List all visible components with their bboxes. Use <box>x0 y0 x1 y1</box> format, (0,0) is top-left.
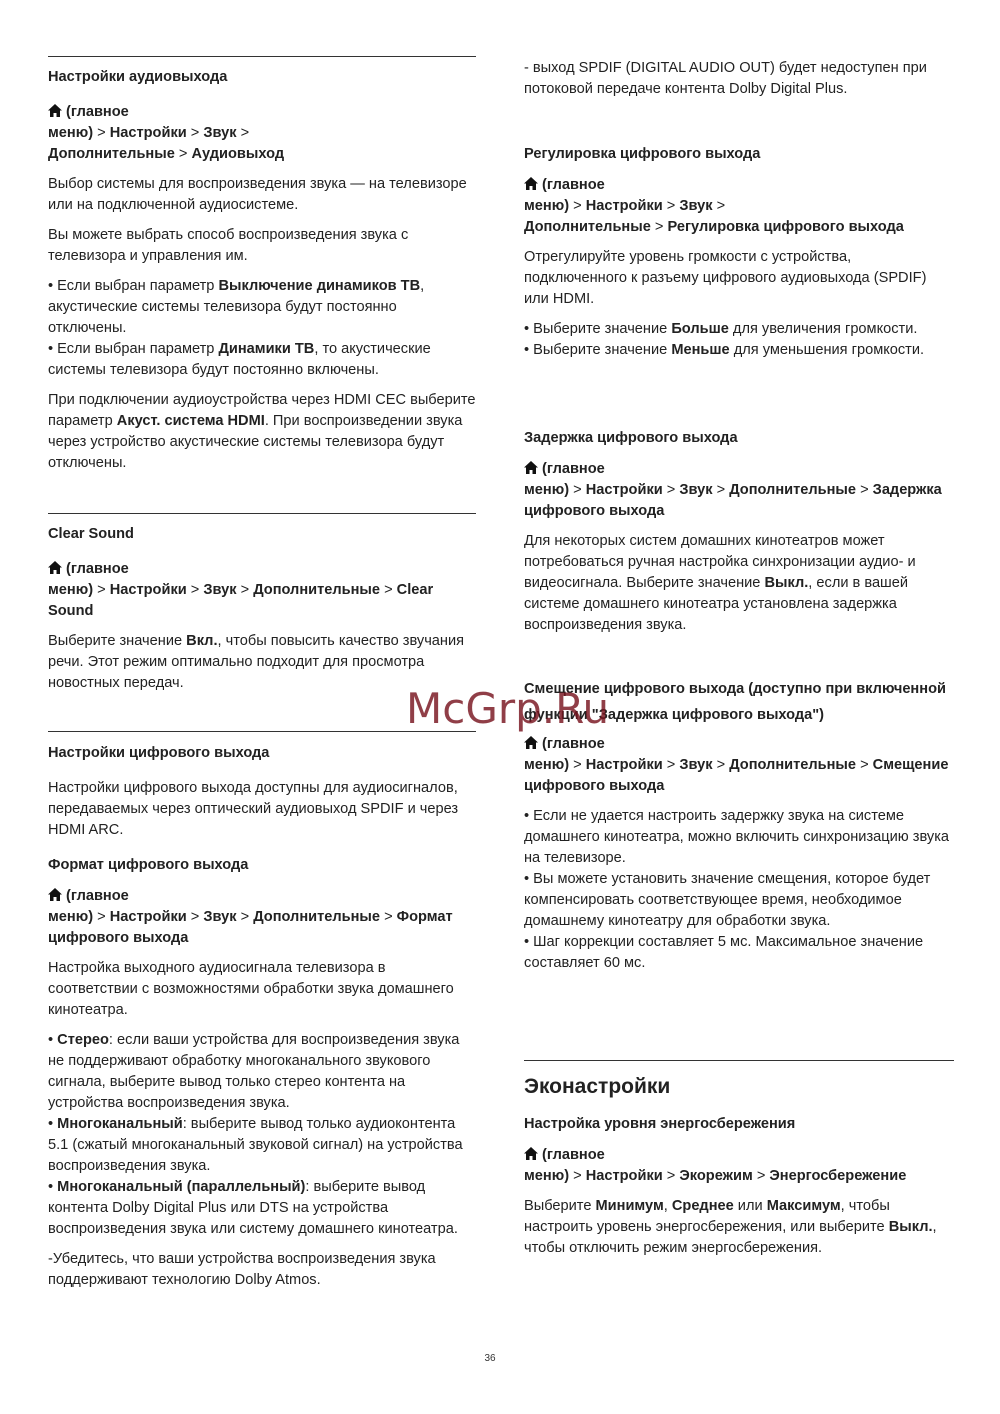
paragraph: - выход SPDIF (DIGITAL AUDIO OUT) будет недоступен при потоковой передаче контента Dolby Digital Plus. <box>524 60 927 97</box>
section-title: Настройки цифрового выхода <box>48 745 270 761</box>
bullet-paragraph: • Вы можете установить значение смещения, которое будет компенсировать соответствующее время, необходимое домашнему кинотеатру для обработки звука. <box>524 871 931 929</box>
spdif-note <box>524 58 954 109</box>
menu-path: (главное меню) > Настройки > Звук > Дополнительные > Clear Sound <box>48 561 434 619</box>
menu-path: (главное меню) > Настройки > Звук > Дополнительные > Задержка цифрового выхода <box>524 461 942 519</box>
section-digital-out <box>48 731 476 850</box>
bullet-paragraph: • Шаг коррекции составляет 5 мс. Максимальное значение составляет 60 мс. <box>524 934 924 971</box>
section-eco <box>524 1060 954 1268</box>
bullet-paragraph: • Стерео: если ваши устройства для воспроизведения звука не поддерживают обработку многоканального звукового сигнала, выберите вывод только стерео контента на устройства воспроизведения звука. <box>48 1032 460 1111</box>
home-icon <box>48 104 62 117</box>
home-icon <box>48 888 62 901</box>
menu-path: (главное меню) > Настройки > Звук > Дополнительные > Формат цифрового выхода <box>48 888 453 946</box>
section-digital-level <box>524 144 954 370</box>
bullet-paragraph: • Выберите значение Меньше для уменьшения громкости. <box>524 342 925 358</box>
bullet-paragraph: • Если выбран параметр Динамики ТВ, то акустические системы телевизора будут постоянно включены. <box>48 341 431 378</box>
section-digital-delay <box>524 428 954 645</box>
paragraph: Настройка выходного аудиосигнала телевизора в соответствии с возможностями обработки звука домашнего кинотеатра. <box>48 960 454 1018</box>
section-clear-sound <box>48 513 476 703</box>
paragraph: Для некоторых систем домашних кинотеатров может потребоваться ручная настройка синхронизации аудио- и видеосигнала. Выберите значение Выкл., если в вашей системе домашнего кинотеатра установлена задержка воспроизведения звука. <box>524 533 916 633</box>
bullet-paragraph: • Многоканальный: выберите вывод только аудиоконтента 5.1 (сжатый многоканальный звуковой сигнал) на устройства воспроизведения звука. <box>48 1116 463 1174</box>
paragraph: Выберите значение Вкл., чтобы повысить качество звучания речи. Этот режим оптимально подходит для просмотра новостных передач. <box>48 633 465 691</box>
bullet-paragraph: • Выберите значение Больше для увеличения громкости. <box>524 321 918 337</box>
home-icon <box>524 1147 538 1160</box>
paragraph: Вы можете выбрать способ воспроизведения звука с телевизора и управления им. <box>48 227 409 264</box>
paragraph: -Убедитесь, что ваши устройства воспроизведения звука поддерживают технологию Dolby Atmos. <box>48 1251 436 1288</box>
paragraph: При подключении аудиоустройства через HDMI CEC выберите параметр Акуст. система HDMI. При воспроизведении звука через устройство акустические системы телевизора будут отключены. <box>48 392 476 471</box>
home-icon <box>48 561 62 574</box>
section-divider <box>524 1060 954 1061</box>
section-title: Настройки аудиовыхода <box>48 69 228 85</box>
section-title: Смещение цифрового выхода (доступно при включенной функции "Задержка цифрового выхода") <box>524 681 946 723</box>
paragraph: Настройки цифрового выхода доступны для аудиосигналов, передаваемых через оптический аудиовыход SPDIF и через HDMI ARC. <box>48 780 459 838</box>
section-title: Регулировка цифрового выхода <box>524 146 761 162</box>
section-title: Clear Sound <box>48 526 134 542</box>
chapter-heading: Эконастройки <box>524 1075 671 1098</box>
paragraph: Выбор системы для воспроизведения звука — на телевизоре или на подключенной аудиосистеме. <box>48 176 467 213</box>
paragraph: Выберите Минимум, Среднее или Максимум, чтобы настроить уровень энергосбережения, или выберите Выкл., чтобы отключить режим энергосбережения. <box>524 1198 937 1256</box>
section-title: Настройка уровня энергосбережения <box>524 1116 796 1132</box>
section-divider <box>48 513 476 514</box>
menu-path: (главное меню) > Настройки > Экорежим > Энергосбережение <box>524 1147 907 1184</box>
section-digital-format <box>48 855 476 1300</box>
section-title: Задержка цифрового выхода <box>524 430 738 446</box>
home-icon <box>524 177 538 190</box>
paragraph: Отрегулируйте уровень громкости с устройства, подключенного к разъему цифрового аудиовыхода (SPDIF) или HDMI. <box>524 249 927 307</box>
page-number: 36 <box>484 1353 496 1364</box>
menu-path: (главное меню) > Настройки > Звук > Дополнительные > Смещение цифрового выхода <box>524 736 949 794</box>
section-audio-out <box>48 56 476 483</box>
menu-path: (главное меню) > Настройки > Звук > Дополнительные > Регулировка цифрового выхода <box>524 177 904 235</box>
home-icon <box>524 461 538 474</box>
bullet-paragraph: • Если выбран параметр Выключение динамиков ТВ, акустические системы телевизора будут постоянно отключены. <box>48 278 425 336</box>
watermark-logo: McGrp.Ru <box>406 684 610 733</box>
bullet-paragraph: • Многоканальный (параллельный): выберите вывод контента Dolby Digital Plus или DTS на устройства воспроизведения звука или систему домашнего кинотеатра. <box>48 1179 458 1237</box>
menu-path: (главное меню) > Настройки > Звук > Дополнительные > Аудиовыход <box>48 104 285 162</box>
home-icon <box>524 736 538 749</box>
bullet-paragraph: • Если не удается настроить задержку звука на системе домашнего кинотеатра, можно включить синхронизацию звука на телевизоре. <box>524 808 950 866</box>
section-divider <box>48 56 476 57</box>
section-title: Формат цифрового выхода <box>48 857 249 873</box>
